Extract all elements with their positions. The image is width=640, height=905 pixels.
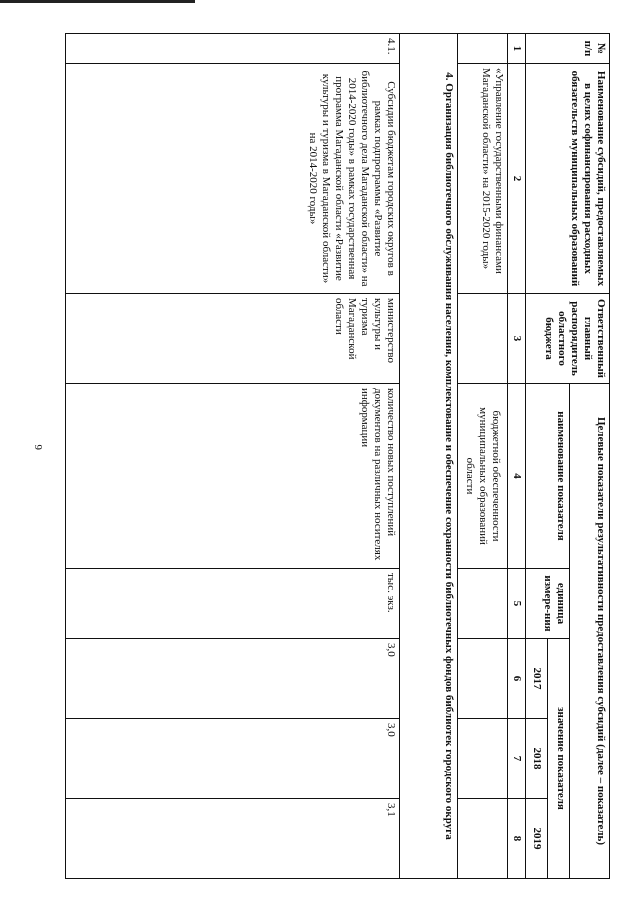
column-number: 3	[508, 294, 526, 384]
row-4-1-responsible: министерство культуры и туризма Магаданской области	[66, 294, 400, 384]
column-number: 5	[508, 569, 526, 639]
column-number: 1	[508, 34, 526, 64]
page-number: 6	[33, 444, 45, 450]
column-number: 6	[508, 639, 526, 719]
header-targets-group: Целевые показатели результативности предоставления субсидий (далее – показатель)	[570, 384, 610, 879]
row-4-1-subsidy: Субсидии бюджетам городских округов в рамках подпрограммы «Развитие библиотечного дела Магаданской области» на 2014-2020 годы» в рамках государственная программа Магаданской области «Развитие культуры и туризма в Магаданской области» на 2014-2020 годы»	[66, 64, 400, 294]
header-responsible: Ответственный главный распорядитель областного бюджета	[526, 294, 610, 384]
prev-row-unit	[458, 569, 508, 639]
subsidy-indicators-table	[65, 33, 610, 879]
prev-row-2017	[458, 639, 508, 719]
prev-row-2019	[458, 799, 508, 879]
top-border-line	[0, 0, 195, 3]
row-4-1-indicator: количество новых поступлений документов на различных носителях информации	[66, 384, 400, 569]
row-4-1-num: 4.1.	[66, 34, 400, 64]
prev-row-subsidy: «Управление государственными финансами Магаданской области» на 2015-2020 годы»	[458, 64, 508, 294]
header-year-2018: 2018	[526, 719, 548, 799]
column-number: 7	[508, 719, 526, 799]
row-4-1-value-2017: 3,0	[66, 639, 400, 719]
header-indicator-name: наименование показателя	[526, 384, 570, 569]
header-subsidy-name: Наименование субсидий, предоставляемых в целях софинансирования расходных обязательств муниципальных образований	[526, 64, 610, 294]
rotated-table-sheet	[65, 33, 610, 878]
column-number: 8	[508, 799, 526, 879]
prev-row-2018	[458, 719, 508, 799]
header-value-group: значение показателя	[548, 639, 570, 879]
column-number: 4	[508, 384, 526, 569]
row-4-1-value-2019: 3,1	[66, 799, 400, 879]
header-num: № п/п	[526, 34, 610, 64]
section-title: 4. Организация библиотечного обслуживания населения, комплектование и обеспечение сохранности библиотечных фондов библиотек городского округа	[400, 34, 458, 879]
row-4-1-value-2018: 3,0	[66, 719, 400, 799]
prev-row-responsible	[458, 294, 508, 384]
prev-row-num	[458, 34, 508, 64]
column-number: 2	[508, 64, 526, 294]
header-year-2017: 2017	[526, 639, 548, 719]
row-4-1-unit: тыс. экз.	[66, 569, 400, 639]
header-unit: единица измере-ния	[526, 569, 570, 639]
header-year-2019: 2019	[526, 799, 548, 879]
prev-row-indicator: бюджетной обеспеченности муниципальных образований области	[458, 384, 508, 569]
